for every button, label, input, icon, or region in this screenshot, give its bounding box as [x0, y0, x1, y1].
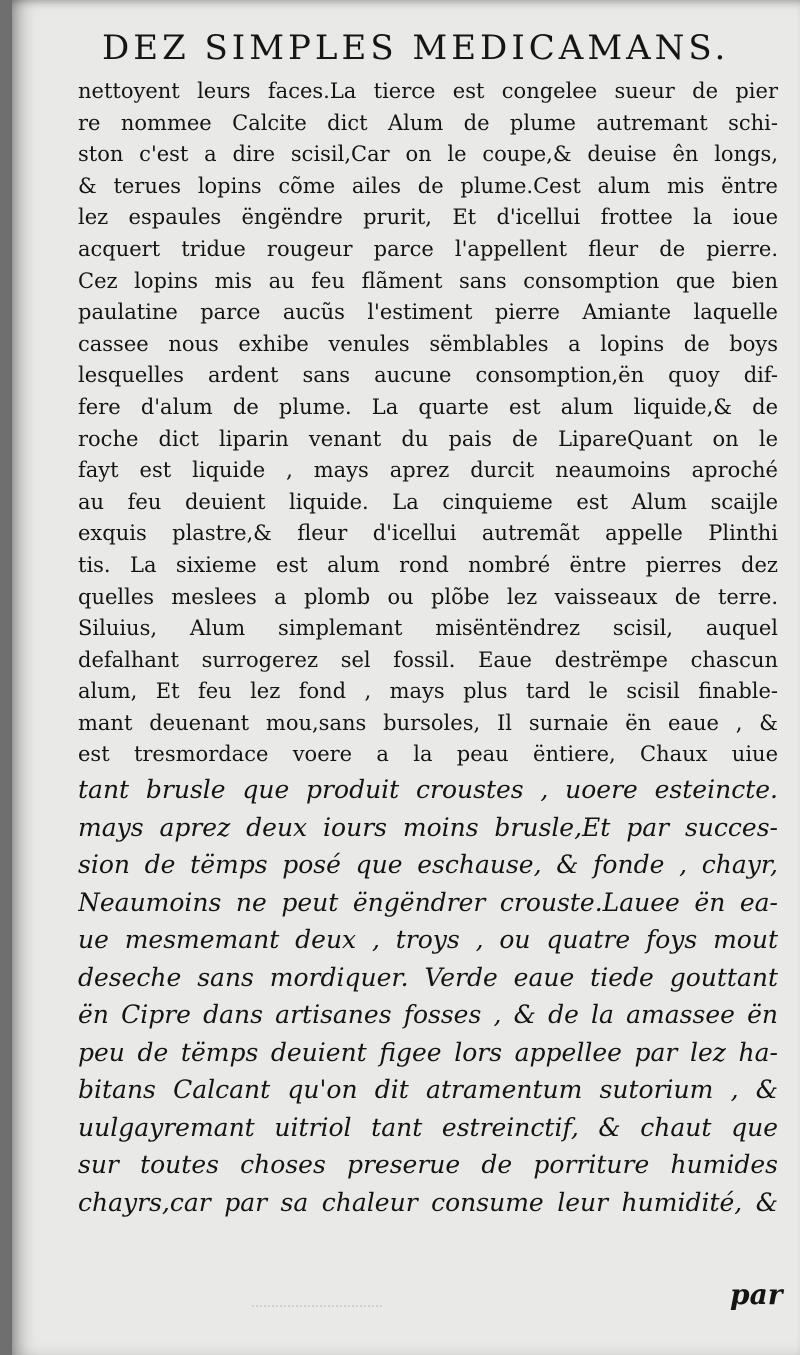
text-line: fayt est liquide , mays aprez durcit neaumoins aproché	[78, 458, 778, 483]
italic-text-line: deseche sans mordiquer. Verde eaue tiede gouttant	[78, 962, 778, 992]
running-head: DEZ SIMPLES MEDICAMANS.	[102, 28, 730, 68]
roman-text-block	[78, 76, 778, 771]
show-through-ornament	[252, 1305, 382, 1329]
italic-text-line: tant brusle que produit croustes , uoere esteincte.	[78, 775, 778, 805]
text-line: exquis plastre,& fleur d'icellui autremãt appelle Plinthi	[78, 521, 778, 546]
text-line: quelles meslees a plomb ou plõbe lez vaisseaux de terre.	[78, 584, 778, 609]
text-line: nettoyent leurs faces.La tierce est congelee sueur de pier	[78, 79, 778, 103]
text-line: au feu deuient liquide. La cinquieme est Alum scaijle	[78, 489, 778, 514]
text-line: Siluius, Alum simplemant misëntëndrez scisil, auquel	[78, 616, 778, 641]
italic-text-line: bitans Calcant qu'on dit atramentum sutorium , &	[78, 1075, 778, 1105]
text-line: Cez lopins mis au feu flãment sans consomption que bien	[78, 268, 778, 293]
italic-text-line: Neaumoins ne peut ëngëndrer crouste.Lauee ën ea-	[78, 887, 778, 917]
text-line: re nommee Calcite dict Alum de plume autremant schi-	[78, 110, 778, 135]
body-text	[78, 76, 778, 1221]
italic-text-line: sion de tëmps posé que eschause, & fonde , chayr,	[78, 850, 778, 880]
book-page	[12, 0, 800, 1355]
text-line: roche dict liparin venant du pais de LipareQuant on le	[78, 426, 778, 451]
text-line: ston c'est a dire scisil,Car on le coupe,& deuise ên longs,	[78, 142, 778, 167]
italic-text-block	[78, 771, 778, 1221]
catchword: par	[730, 1278, 783, 1311]
italic-text-line: uulgayremant uitriol tant estreinctif, & chaut que	[78, 1112, 778, 1142]
italic-text-line: chayrs,car par sa chaleur consume leur humidité, &	[78, 1187, 778, 1217]
text-line: acquert tridue rougeur parce l'appellent fleur de pierre.	[78, 236, 778, 261]
text-line: paulatine parce aucũs l'estiment pierre Amiante laquelle	[78, 300, 778, 325]
text-line: & terues lopins cõme ailes de plume.Cest alum mis ëntre	[78, 173, 778, 198]
text-line: mant deuenant mou,sans bursoles, Il surnaie ën eaue , &	[78, 710, 778, 735]
text-line: est tresmordace voere a la peau ëntiere, Chaux uiue	[78, 742, 778, 767]
text-line: tis. La sixieme est alum rond nombré ëntre pierres dez	[78, 552, 778, 577]
text-line: lez espaules ëngëndre prurit, Et d'icellui frottee la ioue	[78, 205, 778, 230]
text-line: fere d'alum de plume. La quarte est alum liquide,& de	[78, 394, 778, 419]
text-line: defalhant surrogerez sel fossil. Eaue destrëmpe chascun	[78, 647, 778, 672]
italic-text-line: sur toutes choses preserue de porriture humides	[78, 1150, 778, 1180]
text-line: lesquelles ardent sans aucune consomption,ën quoy dif-	[78, 363, 778, 388]
italic-text-line: mays aprez deux iours moins brusle,Et par succes-	[78, 812, 778, 842]
italic-text-line: ue mesmemant deux , troys , ou quatre foys mout	[78, 925, 778, 955]
italic-text-line: ën Cipre dans artisanes fosses , & de la amassee ën	[78, 1000, 778, 1030]
text-line: alum, Et feu lez fond , mays plus tard le scisil finable-	[78, 679, 778, 704]
text-line: cassee nous exhibe venules sëmblables a lopins de boys	[78, 331, 778, 356]
italic-text-line: peu de tëmps deuient figee lors appellee par lez ha-	[78, 1037, 778, 1067]
